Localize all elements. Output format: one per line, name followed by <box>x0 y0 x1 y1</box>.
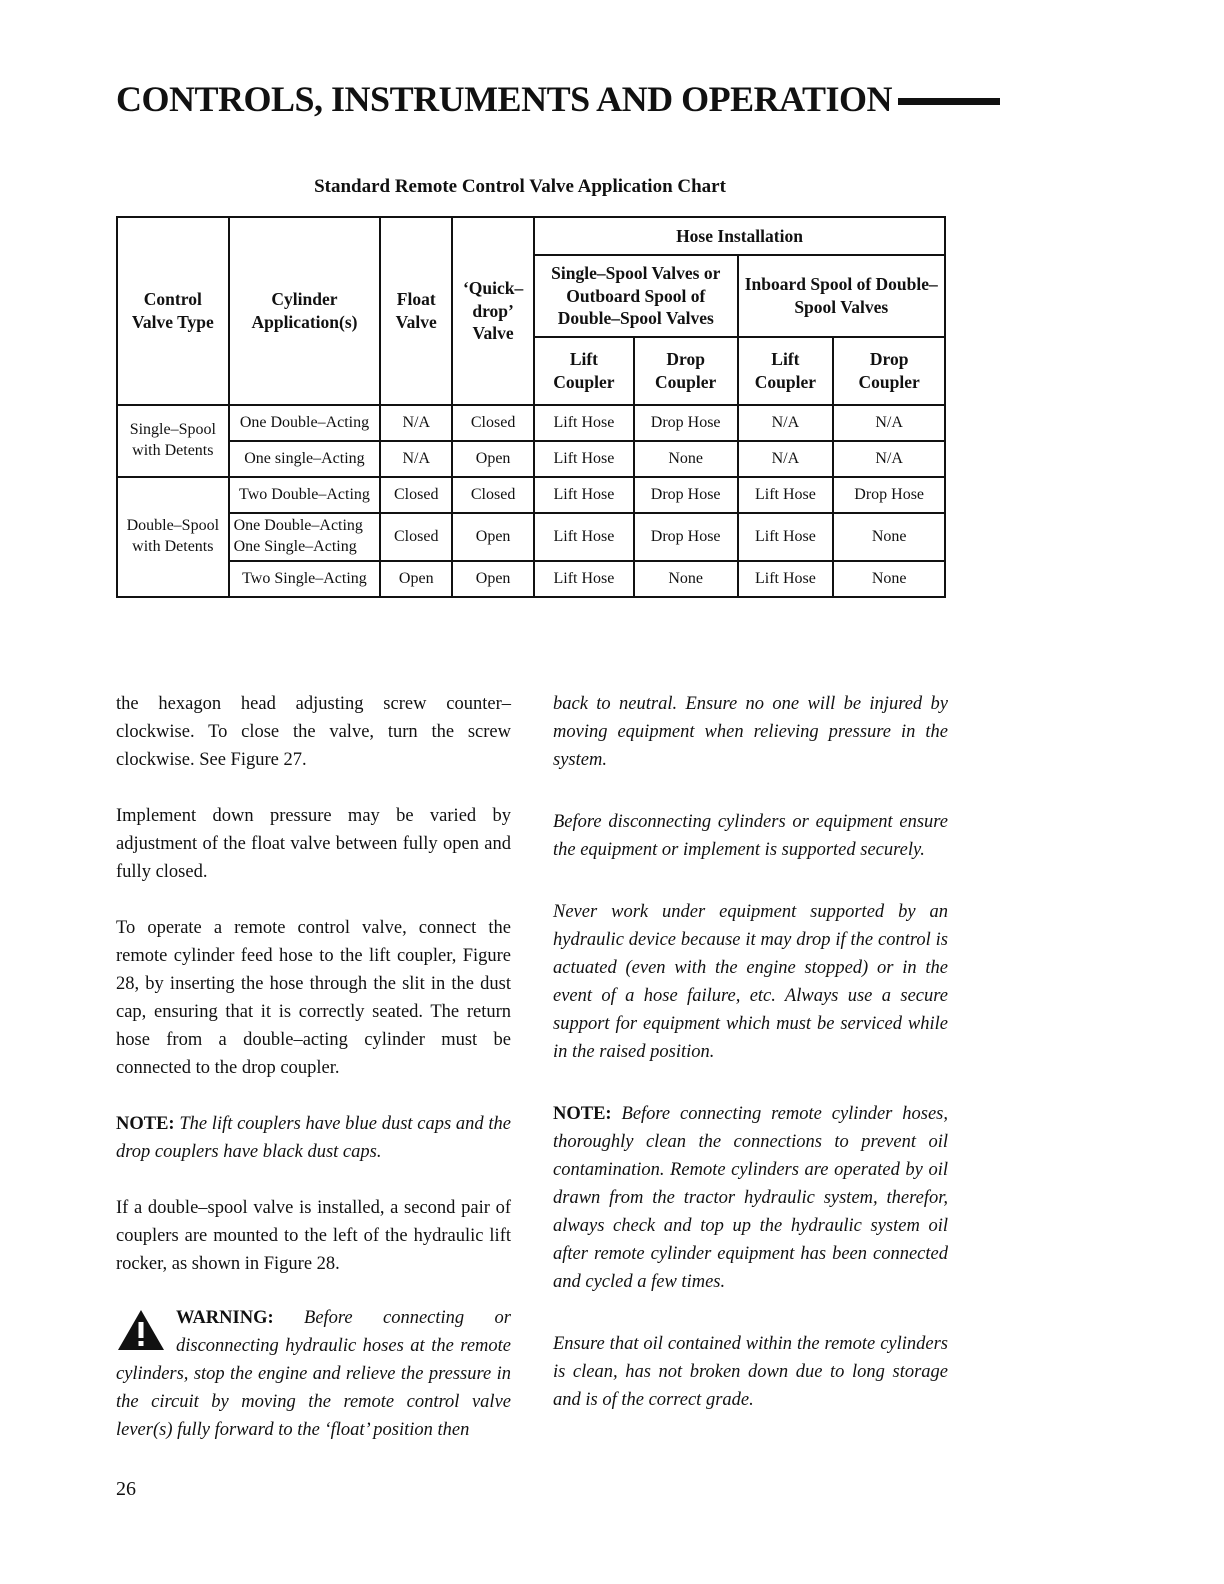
body-paragraph: Implement down pressure may be varied by adjustment of the float valve between fully open and fully closed. <box>116 806 511 882</box>
table-row <box>117 441 945 477</box>
valve-application-table <box>116 216 946 598</box>
cell-float: Closed <box>380 477 452 513</box>
cell-quick-drop: Open <box>452 513 534 561</box>
page-title-text: CONTROLS, INSTRUMENTS AND OPERATION <box>116 79 892 119</box>
cell-float: Open <box>380 561 452 597</box>
body-paragraph: back to neutral. Ensure no one will be injured by moving equipment when relieving pressure in the system. <box>553 694 948 770</box>
body-paragraph: If a double–spool valve is installed, a second pair of couplers are mounted to the left of the hydraulic lift rocker, as shown in Figure 28. <box>116 1198 511 1274</box>
header-cylinder-applications: Cylinder Application(s) <box>229 217 381 405</box>
cell-float: N/A <box>380 441 452 477</box>
cell-outer-drop: Drop Hose <box>634 405 738 441</box>
cell-outer-lift: Lift Hose <box>534 441 634 477</box>
cell-quick-drop: Open <box>452 441 534 477</box>
note-text: The lift couplers have blue dust caps and the drop couplers have black dust caps. <box>116 1114 512 1162</box>
cell-inner-drop: None <box>833 513 945 561</box>
warning-icon <box>116 1308 166 1352</box>
cell-inner-drop: N/A <box>833 441 945 477</box>
header-float-valve: Float Valve <box>380 217 452 405</box>
body-paragraph: Before disconnecting cylinders or equipment ensure the equipment or implement is supported securely. <box>553 812 948 860</box>
header-inner-drop-coupler: Drop Coupler <box>833 337 945 405</box>
cell-application: Two Double–Acting <box>229 477 381 513</box>
cell-quick-drop: Open <box>452 561 534 597</box>
body-paragraph: the hexagon head adjusting screw counter–clockwise. To close the valve, turn the screw clockwise. See Figure 27. <box>116 694 511 770</box>
header-single-spool-group: Single–Spool Valves or Outboard Spool of Double–Spool Valves <box>534 255 737 337</box>
cell-application: Two Single–Acting <box>229 561 381 597</box>
cell-float: N/A <box>380 405 452 441</box>
note-paragraph <box>553 1100 948 1296</box>
cell-inner-drop: Drop Hose <box>833 477 945 513</box>
page-number: 26 <box>116 1478 136 1500</box>
warning-text: Before connecting or disconnecting hydraulic hoses at the remote cylinders, stop the engine and relieve the pressure in the circuit by moving the remote control valve lever(s) fully forward to the ‘float’ position then <box>116 1308 511 1440</box>
cell-inner-lift: Lift Hose <box>738 513 834 561</box>
warning-label: WARNING: <box>176 1308 274 1328</box>
cell-inner-lift: Lift Hose <box>738 477 834 513</box>
page-title <box>116 78 1000 120</box>
header-quick-drop-valve: ‘Quick–drop’ Valve <box>452 217 534 405</box>
body-paragraph: Never work under equipment supported by an hydraulic device because it may drop if the control is actuated (even with the engine stopped) or in the event of a hose failure, etc. Always use a secure support for equipment which must be serviced while in the raised position. <box>553 902 948 1062</box>
cell-application: One Double–Acting One Single–Acting <box>229 513 381 561</box>
cell-application: One single–Acting <box>229 441 381 477</box>
body-paragraph: To operate a remote control valve, connect the remote cylinder feed hose to the lift coupler, Figure 28, by inserting the hose through the slit in the dust cap, ensuring that it is correctly seated. The return hose from a double–acting cylinder must be connected to the drop coupler. <box>116 918 511 1078</box>
cell-outer-lift: Lift Hose <box>534 405 634 441</box>
cell-outer-drop: Drop Hose <box>634 477 738 513</box>
header-outer-lift-coupler: Lift Coupler <box>534 337 634 405</box>
right-column <box>553 690 948 1414</box>
warning-block <box>116 1304 511 1444</box>
note-label: NOTE: <box>553 1104 612 1124</box>
header-inner-lift-coupler: Lift Coupler <box>738 337 834 405</box>
cell-inner-lift: Lift Hose <box>738 561 834 597</box>
table-row <box>117 477 945 513</box>
cell-quick-drop: Closed <box>452 405 534 441</box>
cell-outer-lift: Lift Hose <box>534 561 634 597</box>
cell-outer-lift: Lift Hose <box>534 477 634 513</box>
cell-outer-drop: None <box>634 561 738 597</box>
cell-valve-type: Single–Spool with Detents <box>117 405 229 477</box>
header-control-valve-type: Control Valve Type <box>117 217 229 405</box>
cell-inner-lift: N/A <box>738 405 834 441</box>
note-label: NOTE: <box>116 1114 175 1134</box>
cell-inner-lift: N/A <box>738 441 834 477</box>
cell-float: Closed <box>380 513 452 561</box>
note-text: Before connecting remote cylinder hoses, thoroughly clean the connections to prevent oil contamination. Remote cylinders are operated by oil drawn from the tractor hydraulic system, therefor, always check and top up the hydraulic system oil after remote cylinder equipment has been connected and cycled a few times. <box>553 1104 949 1292</box>
header-outer-drop-coupler: Drop Coupler <box>634 337 738 405</box>
body-paragraph: Ensure that oil contained within the remote cylinders is clean, has not broken down due to long storage and is of the correct grade. <box>553 1334 948 1410</box>
table-caption: Standard Remote Control Valve Application Chart <box>314 176 726 197</box>
cell-outer-drop: Drop Hose <box>634 513 738 561</box>
table-row <box>117 513 945 561</box>
cell-inner-drop: None <box>833 561 945 597</box>
left-column <box>116 690 511 1444</box>
cell-inner-drop: N/A <box>833 405 945 441</box>
cell-application: One Double–Acting <box>229 405 381 441</box>
header-hose-installation: Hose Installation <box>534 217 945 255</box>
note-paragraph <box>116 1110 511 1166</box>
cell-outer-drop: None <box>634 441 738 477</box>
cell-valve-type: Double–Spool with Detents <box>117 477 229 597</box>
header-inboard-group: Inboard Spool of Double–Spool Valves <box>738 255 945 337</box>
table-row <box>117 405 945 441</box>
table-row <box>117 561 945 597</box>
cell-outer-lift: Lift Hose <box>534 513 634 561</box>
title-rule <box>898 98 1000 105</box>
cell-quick-drop: Closed <box>452 477 534 513</box>
